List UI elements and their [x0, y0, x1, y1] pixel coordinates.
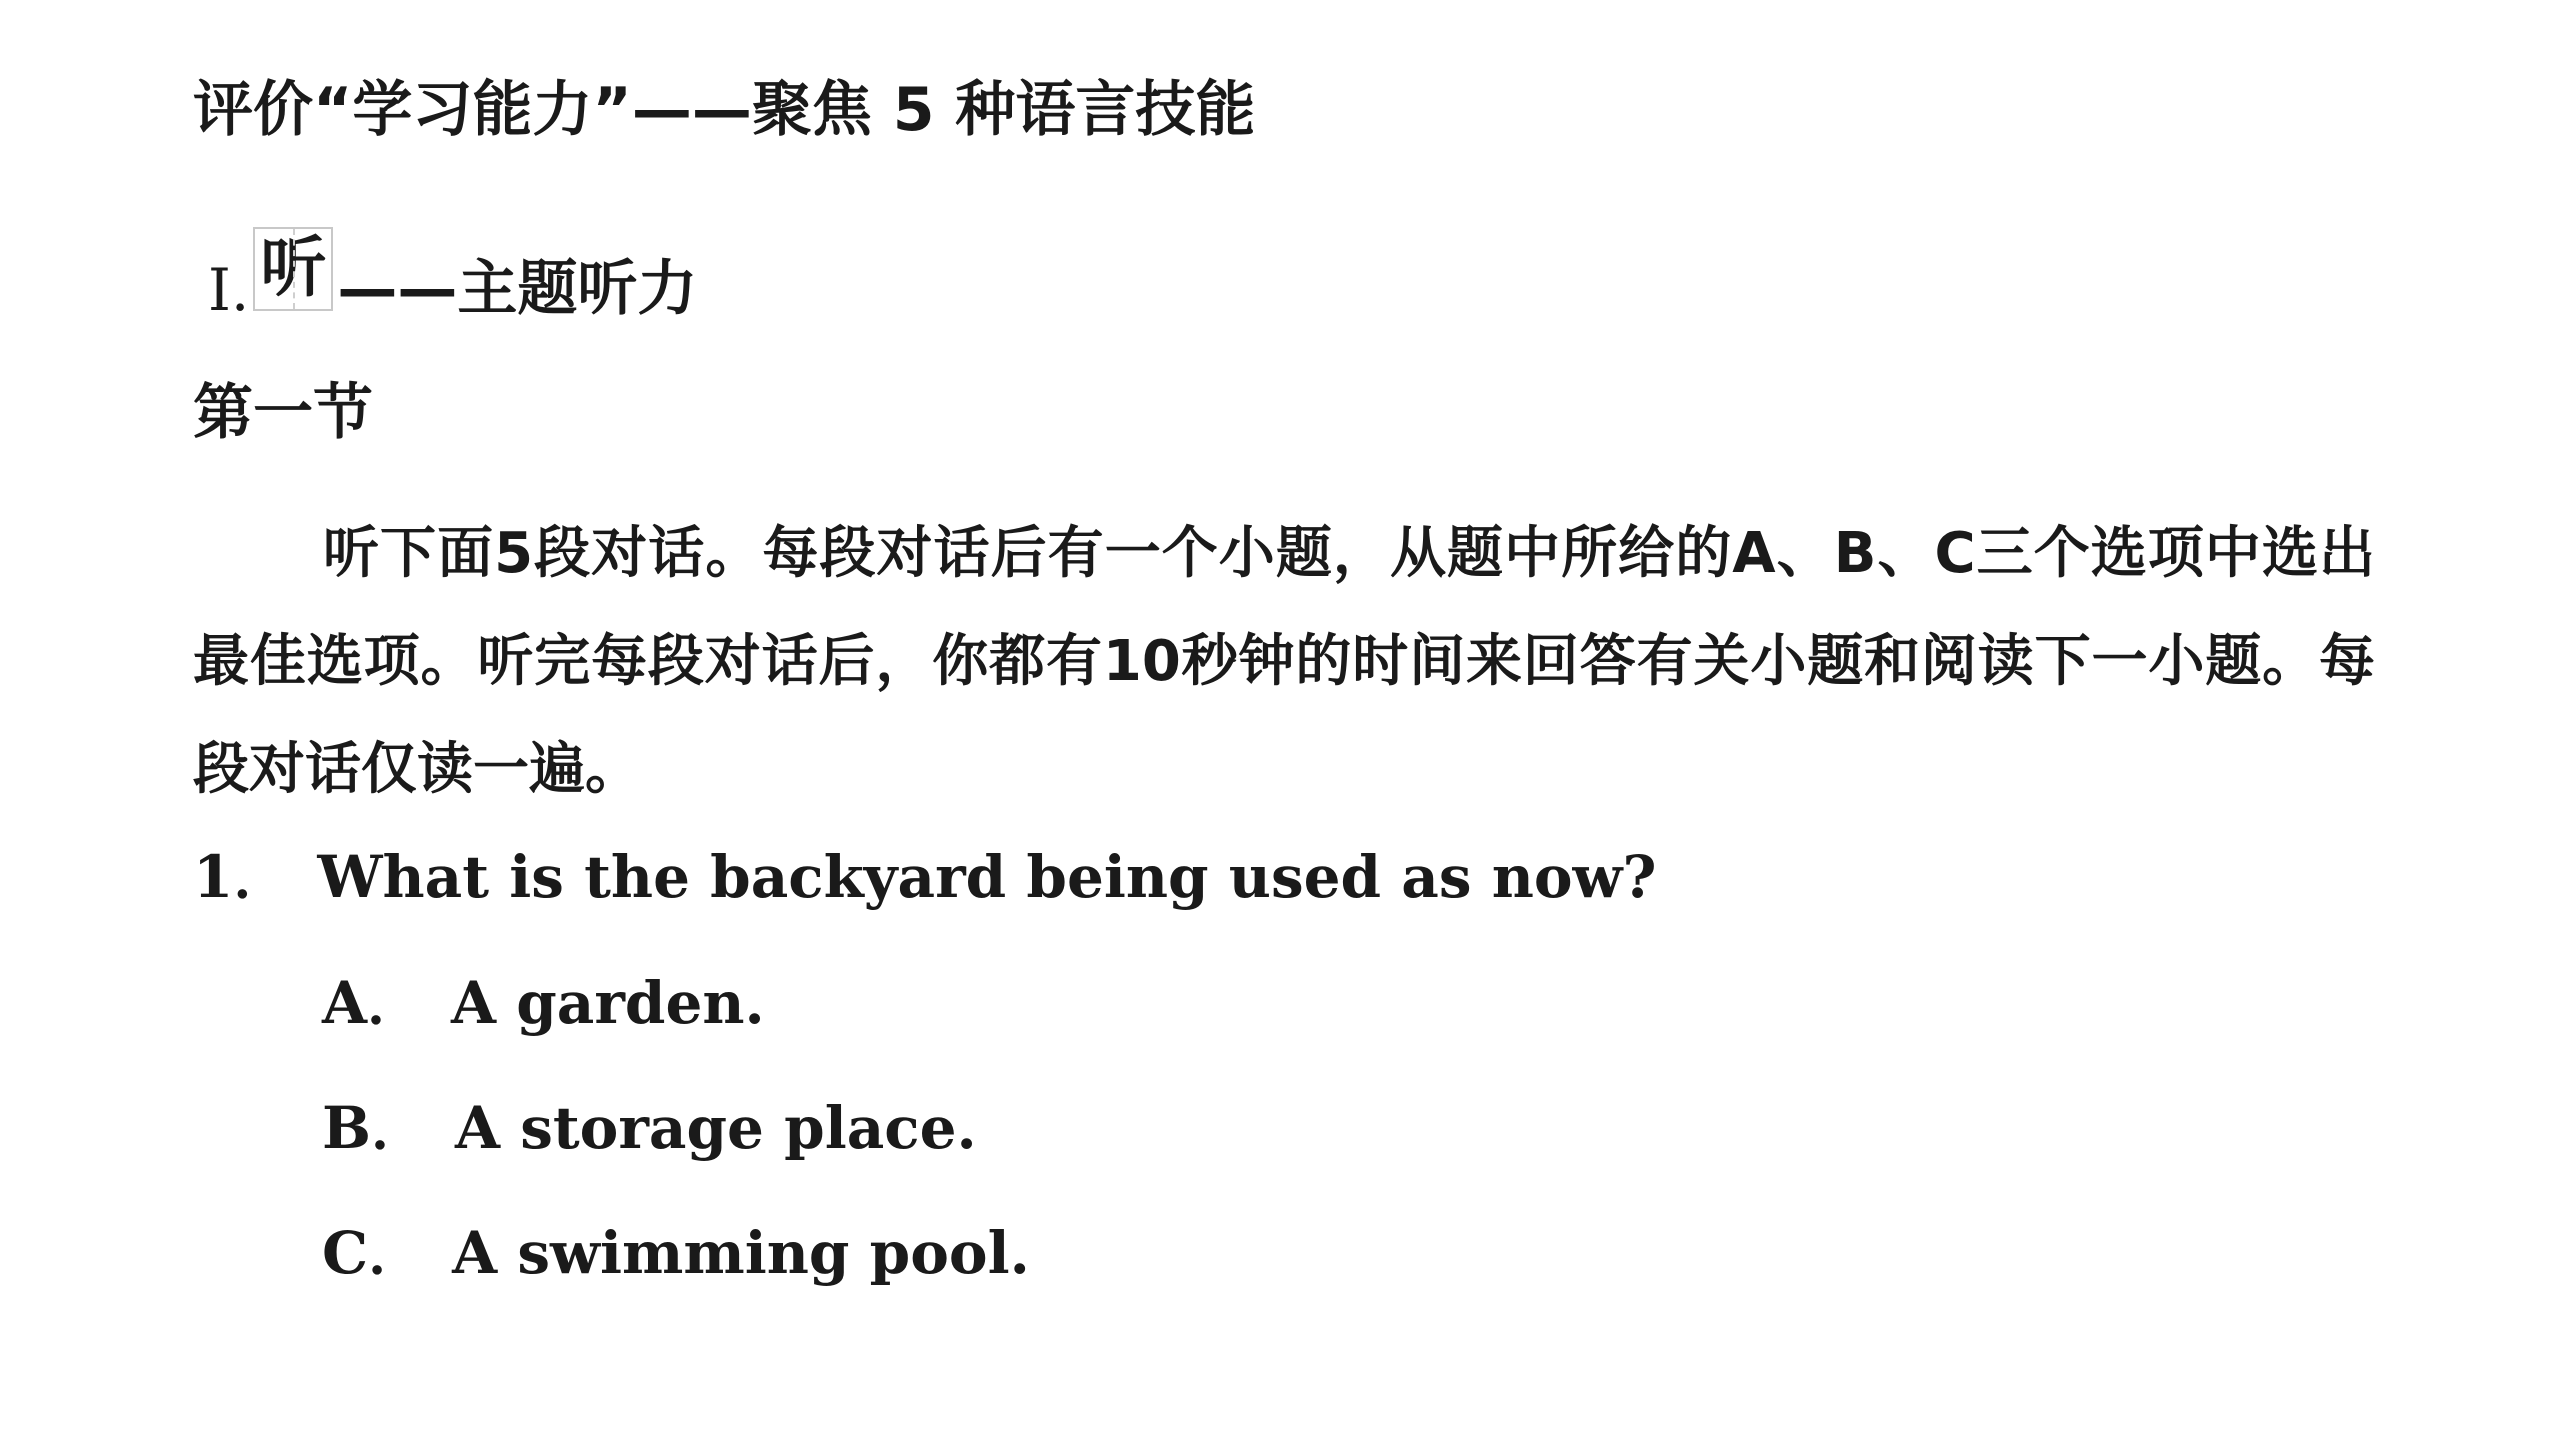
question-1	[193, 843, 1657, 911]
question-number: 1．	[193, 843, 292, 911]
option-b	[322, 1094, 977, 1162]
section-roman-numeral: Ⅰ.	[208, 256, 250, 324]
page-title: 评价“学习能力”——聚焦 5 种语言技能	[193, 75, 1256, 145]
option-letter: C．	[322, 1219, 427, 1287]
section-heading-text: ——主题听力	[337, 254, 698, 324]
section-heading	[208, 227, 698, 324]
option-text: A storage place.	[455, 1094, 977, 1162]
question-text: What is the backyard being used as now?	[317, 843, 1657, 911]
listening-character-box: 听	[253, 227, 333, 311]
option-letter: A．	[322, 969, 426, 1037]
option-letter: B．	[322, 1094, 430, 1162]
instructions-paragraph: 听下面5段对话。每段对话后有一个小题，从题中所给的A、B、C三个选项中选出最佳选项。听完每段对话后，你都有10秒钟的时间来回答有关小题和阅读下一小题。每段对话仅读一遍。	[193, 521, 2375, 802]
part-label: 第一节	[193, 378, 373, 448]
option-c	[322, 1219, 1030, 1287]
option-a	[322, 969, 765, 1037]
option-text: A garden.	[451, 969, 765, 1037]
option-text: A swimming pool.	[452, 1219, 1030, 1287]
